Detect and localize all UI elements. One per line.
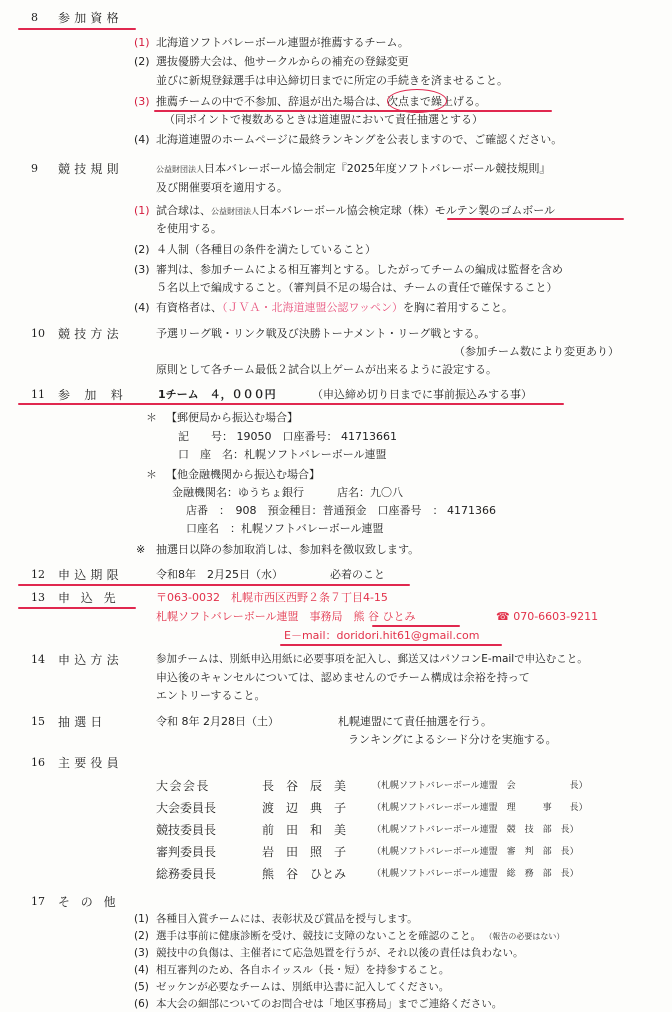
bank-branch-value: 908 xyxy=(235,504,257,517)
s8-item-3-text: 推薦チームの中で不参加、辞退が出た場合は、次点まで繰上げる。 xyxy=(156,95,486,108)
s8-item-1-num: (1) xyxy=(134,36,150,49)
s17-item-2-small: （報告の必要はない） xyxy=(484,932,565,941)
s9-item-1-b: 日本バレーボール協会検定球（株）モルテン製のゴムボール xyxy=(259,204,556,217)
section-9-title: 競技規則 xyxy=(58,162,123,176)
s9-item-3-cont: ５名以上で編成すること。（審判員不足の場合は、チームの責任で確保すること） xyxy=(156,281,558,294)
section-10-number: 10 xyxy=(31,327,45,340)
officer-2-org: （札幌ソフトバレーボール連盟 理 事 長） xyxy=(372,803,588,813)
officer-4-role: 審判委員長 xyxy=(156,845,217,859)
s9-item-4-b: を胸に着用すること。 xyxy=(402,301,513,314)
section-16-title: 主要役員 xyxy=(58,756,123,770)
s9-intro-2: 及び開催要項を適用する。 xyxy=(156,181,288,194)
s9-item-4-num: (4) xyxy=(134,301,150,314)
s8-item-2-cont: 並びに新規登録選手は申込締切日までに所定の手続きを済ませること。 xyxy=(156,74,508,87)
section-9-number: 9 xyxy=(31,162,38,175)
s9-ball-red-underline xyxy=(447,218,624,220)
section-14-number: 14 xyxy=(31,653,45,666)
s11-postal-line-1 xyxy=(178,431,397,442)
officer-1-name: 長 谷 辰 美 xyxy=(262,779,347,793)
postal-code-label: 記 号： xyxy=(178,430,233,443)
bank-account-value: 4171366 xyxy=(447,504,496,517)
s9-item-3-num: (3) xyxy=(134,263,150,276)
officer-5-role: 総務委員長 xyxy=(156,867,217,881)
s17-item-6-num: (6) xyxy=(134,998,149,1010)
s14-line-2: 申込後のキャンセルについては、認めませんのでチーム構成は余裕を持って xyxy=(156,671,530,684)
officer-3-name: 前 田 和 美 xyxy=(262,823,347,837)
s11-red-underline xyxy=(18,403,564,405)
section-8-red-underline xyxy=(18,28,136,30)
s17-item-2-main: 選手は事前に健康診断を受け、競技に支障のないことを確認のこと。 xyxy=(156,930,482,942)
s11-fee-note: （申込締め切り日までに事前振込みする事） xyxy=(312,388,532,401)
bank-branch-label: 店番 ： xyxy=(186,504,225,517)
section-13-number: 13 xyxy=(31,591,45,604)
s9-item-1-num: (1) xyxy=(134,204,150,217)
s14-line-1: 参加チームは、別紙申込用紙に必要事項を記入し、郵送又はパソコンE-mailで申込むこと。 xyxy=(156,653,588,665)
s9-item-1-a: 試合球は、 xyxy=(156,204,211,217)
s9-item-1-cont: を使用する。 xyxy=(156,222,222,235)
s8-item-3-num: (3) xyxy=(134,95,150,108)
s11-bank-line-2 xyxy=(186,505,496,516)
section-15-title: 抽選日 xyxy=(58,715,107,729)
s9-item-2-num: (2) xyxy=(134,243,150,256)
s11-bank-line-1: 金融機関名：ゆうちょ銀行 店名：九〇八 xyxy=(172,486,403,499)
officer-2-name: 渡 辺 典 子 xyxy=(262,801,347,815)
s13-email-red-underline xyxy=(280,644,502,646)
s9-intro-small: 公益財団法人 xyxy=(156,165,204,174)
s13-name-red-underline xyxy=(372,625,460,627)
section-17-title: その他 xyxy=(58,895,127,909)
s9-intro xyxy=(156,163,550,174)
s8-item-2-text: 選抜優勝大会は、他サークルからの補充の登録変更 xyxy=(156,55,409,68)
s15-date: 令和 8年 2月28日（土） xyxy=(156,715,279,728)
s17-item-2-text xyxy=(156,931,564,942)
s9-item-4-text xyxy=(156,302,513,313)
s8-item-4-text: 北海道連盟のホームページに最終ランキングを公表しますので、ご確認ください。 xyxy=(156,133,563,146)
s11-star-1: ＊ xyxy=(146,411,157,424)
s13-office: 札幌ソフトバレーボール連盟 事務局 熊 谷 ひとみ xyxy=(156,610,416,623)
officer-1-org: （札幌ソフトバレーボール連盟 会 長） xyxy=(372,781,588,791)
section-12-number: 12 xyxy=(31,568,45,581)
s10-line-1: 予選リーグ戦・リンク戦及び決勝トーナメント・リーグ戦とする。 xyxy=(156,327,486,340)
officer-5-name: 熊 谷 ひとみ xyxy=(262,867,347,881)
s17-item-1-num: (1) xyxy=(134,913,149,925)
s17-item-6-text: 本大会の細部についてのお問合せは「地区事務局」までご連絡ください。 xyxy=(156,998,503,1010)
s11-bank-line-3: 口座名 ：札幌ソフトバレーボール連盟 xyxy=(186,522,384,535)
officer-1-role: 大会会長 xyxy=(156,779,210,793)
s11-refund-text: 抽選日以降の参加取消しは、参加料を徴収致します。 xyxy=(156,543,420,556)
section-14-title: 申込方法 xyxy=(58,653,123,667)
s8-item-1-label xyxy=(134,37,150,48)
s11-postal-line-2: 口 座 名：札幌ソフトバレーボール連盟 xyxy=(178,448,387,461)
section-11-title: 参加料 xyxy=(58,388,138,402)
section-15-number: 15 xyxy=(31,715,45,728)
section-17-number: 17 xyxy=(31,895,45,908)
s9-item-3-text: 審判は、参加チームによる相互審判とする。したがってチームの編成は監督を含め xyxy=(156,263,563,276)
s8-item-2-num: (2) xyxy=(134,55,150,68)
postal-account-value: 41713661 xyxy=(341,430,397,443)
s9-item-1-small: 公益財団法人 xyxy=(211,207,259,216)
section-13-title: 申込先 xyxy=(58,591,127,605)
s9-item-1-text xyxy=(156,205,555,216)
section-16-number: 16 xyxy=(31,756,45,769)
s8-item-1-text: 北海道ソフトバレーボール連盟が推薦するチーム。 xyxy=(156,36,409,49)
s11-fee: 1チーム ４，０００円 xyxy=(158,388,276,401)
s13-address: 〒063-0032 札幌市西区西野２条７丁目4-15 xyxy=(156,591,388,604)
s17-item-3-num: (3) xyxy=(134,947,149,959)
s17-item-4-text: 相互審判のため、各自ホイッスル（長・短）を持参すること。 xyxy=(156,964,450,976)
s13-phone: ☎ 070-6603-9211 xyxy=(496,610,599,623)
s8-item-3-note: （同ポイントで複数あるときは道連盟において責任抽選とする） xyxy=(164,113,483,126)
officer-2-role: 大会委員長 xyxy=(156,801,217,815)
section-12-title: 申込期限 xyxy=(58,568,123,582)
s9-intro-rest: 日本バレーボール協会制定『2025年度ソフトバレーボール競技規則』 xyxy=(204,162,551,175)
s17-item-4-num: (4) xyxy=(134,964,149,976)
s15-line-1: 札幌連盟にて責任抽選を行う。 xyxy=(338,715,492,728)
officer-4-org: （札幌ソフトバレーボール連盟 審 判 部 長） xyxy=(372,847,579,857)
s17-item-5-num: (5) xyxy=(134,981,149,993)
s17-item-5-text: ゼッケンが必要なチームは、別紙申込書に記入してください。 xyxy=(156,981,450,993)
s12-date: 令和8年 2月25日（水） xyxy=(156,568,283,581)
s9-item-4-badge: （ＪＶＡ・北海道連盟公認ワッペン） xyxy=(222,301,403,314)
s11-bank-head: 【他金融機関から振込む場合】 xyxy=(166,468,320,481)
s11-postal-head: 【郵便局から振込む場合】 xyxy=(166,411,298,424)
s14-line-3: エントリーすること。 xyxy=(156,689,266,702)
s11-star-2: ＊ xyxy=(146,468,157,481)
s12-red-underline xyxy=(18,584,410,586)
postal-code-value: 19050 xyxy=(236,430,272,443)
s11-refund-mark: ※ xyxy=(136,543,146,556)
bank-account-label: 預金種目：普通預金 口座番号 ： xyxy=(267,504,444,517)
section-11-number: 11 xyxy=(31,388,45,401)
s9-item-2-text: ４人制（各種目の条件を満たしていること） xyxy=(156,243,376,256)
s10-line-2: （参加チーム数により変更あり） xyxy=(454,345,619,358)
s17-item-2-num: (2) xyxy=(134,930,149,942)
s9-item-4-a: 有資格者は、 xyxy=(156,301,222,314)
officer-3-org: （札幌ソフトバレーボール連盟 競 技 部 長） xyxy=(372,825,579,835)
s10-line-3: 原則として各チーム最低２試合以上ゲームが出来るように設定する。 xyxy=(156,363,497,376)
s8-item-3-red-underline xyxy=(154,110,552,112)
s15-line-2: ランキングによるシード分けを実施する。 xyxy=(348,733,557,746)
s17-item-1-text: 各種目入賞チームには、表彰状及び賞品を授与します。 xyxy=(156,913,418,925)
officer-3-role: 競技委員長 xyxy=(156,823,217,837)
s8-item-4-num: (4) xyxy=(134,133,150,146)
s17-item-3-text: 競技中の負傷は、主催者にて応急処置を行うが、それ以後の責任は負わない。 xyxy=(156,947,524,959)
postal-account-label: 口座番号： xyxy=(282,430,338,443)
s13-red-underline xyxy=(18,607,136,609)
section-8-title: 参加資格 xyxy=(58,11,123,25)
s13-email[interactable]: E－mail：doridori.hit61@gmail.com xyxy=(284,629,480,642)
s12-must: 必着のこと xyxy=(330,568,385,581)
officer-5-org: （札幌ソフトバレーボール連盟 総 務 部 長） xyxy=(372,869,579,879)
section-8-number: 8 xyxy=(31,11,38,24)
officer-4-name: 岩 田 照 子 xyxy=(262,845,347,859)
section-10-title: 競技方法 xyxy=(58,327,123,341)
